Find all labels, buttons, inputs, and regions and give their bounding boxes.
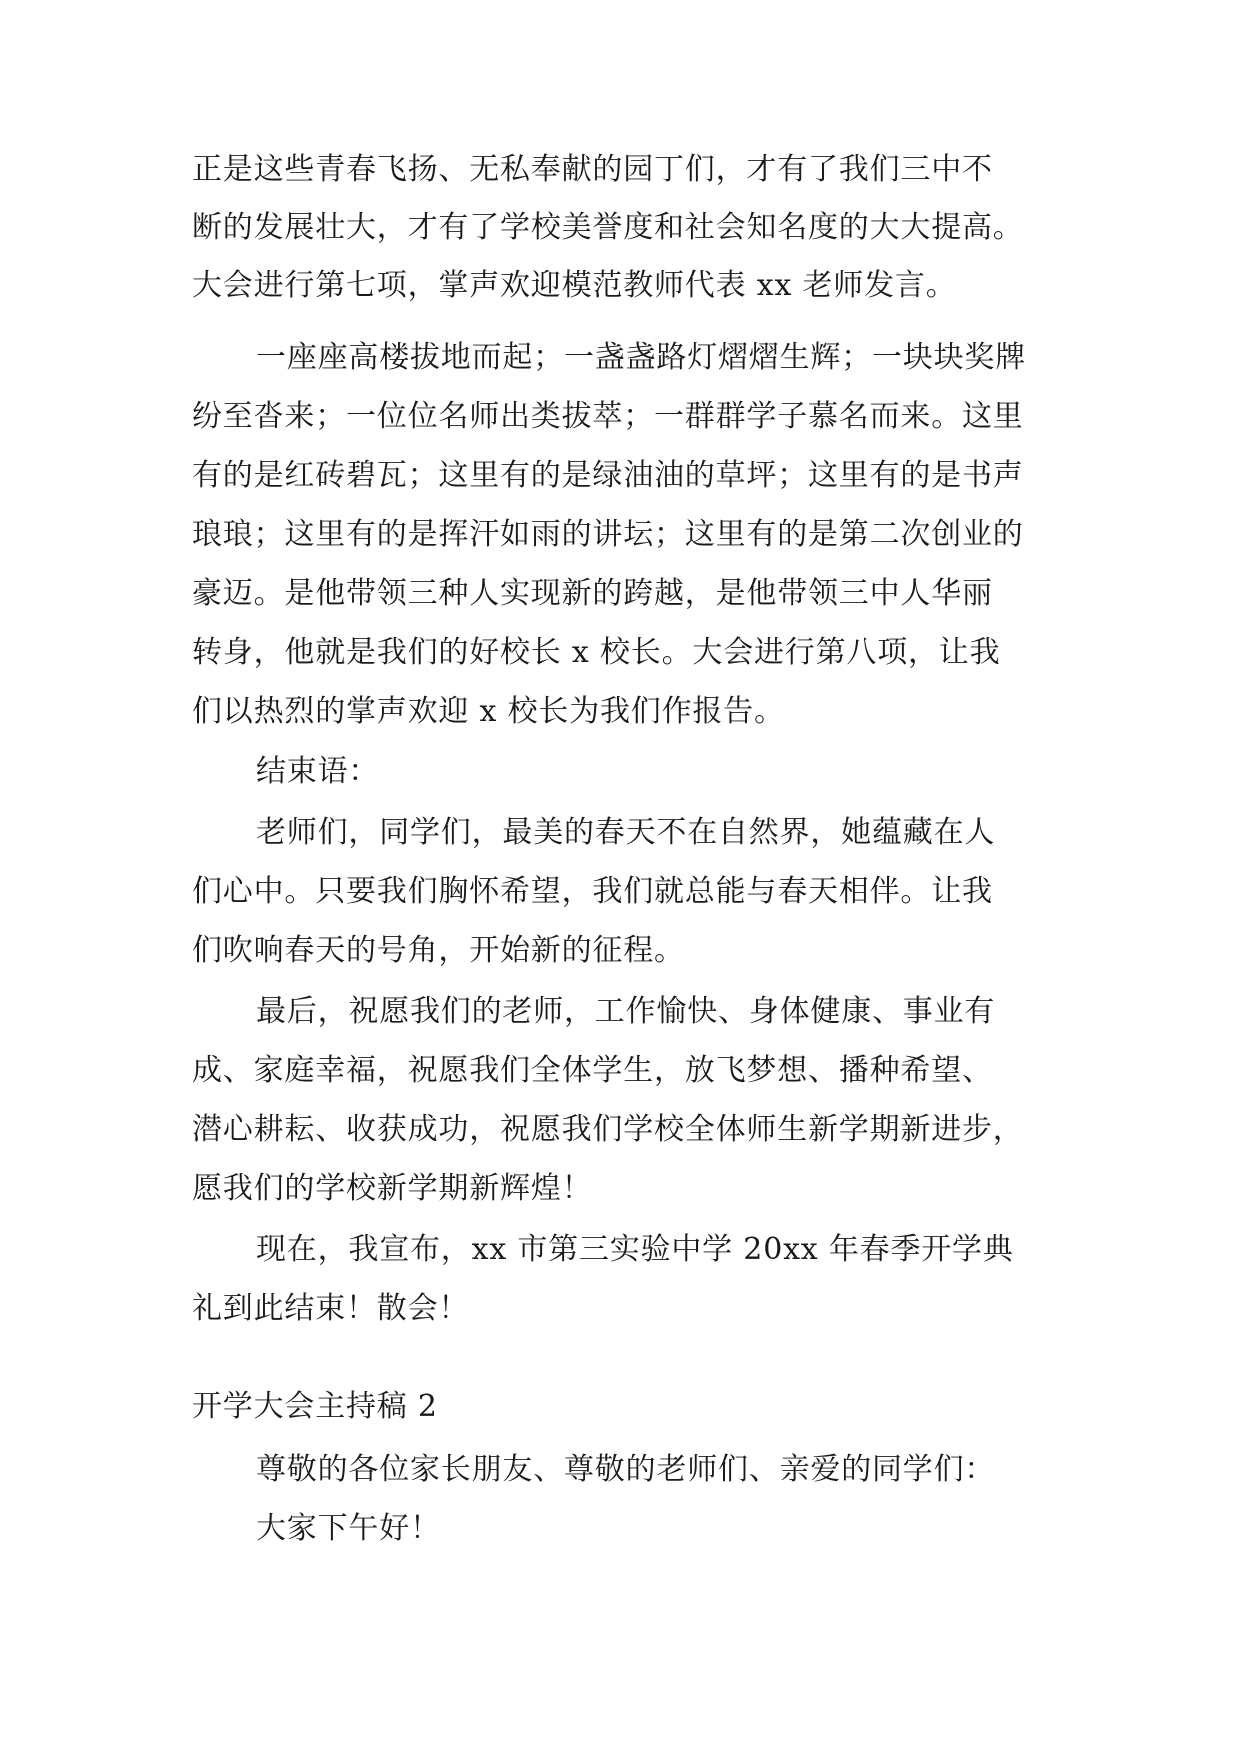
text-line: 正是这些青春飞扬、无私奉献的园丁们，才有了我们三中不 (192, 152, 993, 187)
text-line: 有的是红砖碧瓦；这里有的是绿油油的草坪；这里有的是书声 (192, 458, 1024, 493)
greeting-line: 尊敬的各位家长朋友、尊敬的老师们、亲爱的同学们： (256, 1452, 996, 1487)
paragraph-first-line: 一座座高楼拔地而起；一盏盏路灯熠熠生辉；一块块奖牌 (256, 340, 1026, 375)
text-line: 纷至沓来；一位位名师出类拔萃；一群群学子慕名而来。这里 (192, 399, 1024, 434)
closing-heading: 结束语： (256, 754, 380, 789)
text-line: 愿我们的学校新学期新辉煌！ (192, 1171, 593, 1206)
text-line: 们心中。只要我们胸怀希望，我们就总能与春天相伴。让我 (192, 874, 993, 909)
text-line: 大会进行第七项，掌声欢迎模范教师代表 xx 老师发言。 (192, 268, 957, 303)
section-title: 开学大会主持稿 2 (192, 1389, 438, 1424)
greeting-line: 大家下午好！ (256, 1511, 441, 1546)
paragraph-first-line: 老师们，同学们，最美的春天不在自然界，她蕴藏在人 (256, 815, 996, 850)
text-line: 转身，他就是我们的好校长 x 校长。大会进行第八项，让我 (192, 635, 1001, 670)
text-line: 潜心耕耘、收获成功，祝愿我们学校全体师生新学期新进步， (192, 1112, 1024, 1147)
paragraph-first-line: 最后，祝愿我们的老师，工作愉快、身体健康、事业有 (256, 994, 996, 1029)
text-line: 礼到此结束！散会！ (192, 1291, 470, 1326)
text-line: 们以热烈的掌声欢迎 x 校长为我们作报告。 (192, 694, 785, 729)
text-line: 豪迈。是他带领三种人实现新的跨越，是他带领三中人华丽 (192, 576, 993, 611)
text-line: 们吹响春天的号角，开始新的征程。 (192, 933, 685, 968)
paragraph-first-line: 现在，我宣布，xx 市第三实验中学 20xx 年春季开学典 (256, 1232, 1014, 1267)
text-line: 断的发展壮大，才有了学校美誉度和社会知名度的大大提高。 (192, 210, 1024, 245)
text-line: 成、家庭幸福，祝愿我们全体学生，放飞梦想、播种希望、 (192, 1053, 993, 1088)
text-line: 琅琅；这里有的是挥汗如雨的讲坛；这里有的是第二次创业的 (192, 517, 1024, 552)
